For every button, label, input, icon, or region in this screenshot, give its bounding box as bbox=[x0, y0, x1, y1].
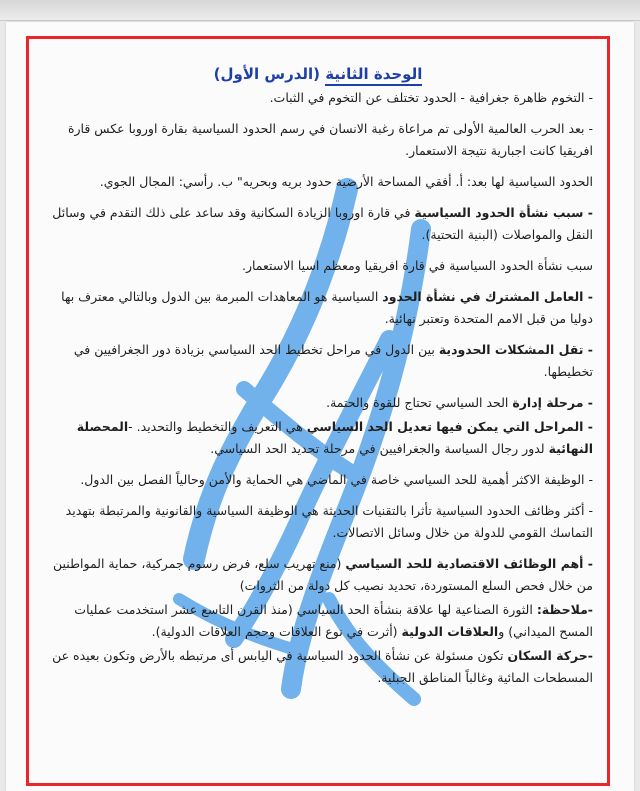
paragraph-14: -حركة السكان تكون مسئولة عن نشأة الحدود السياسية في اليابس أى مرتبطه بالأرض وتكون بعيده عن المسطحات المائية وغالباً المناطق الجبلية. bbox=[52, 648, 593, 685]
paragraph-3: الحدود السياسية لها بعد: أ. أفقي المساحة الأرضية حدود بريه وبحريه" ب. رأسي: المجال الجوي. bbox=[99, 174, 593, 189]
paragraph-1: - التخوم ظاهرة جغرافية - الحدود تختلف عن التخوم في الثبات. bbox=[269, 90, 593, 105]
lesson-title bbox=[43, 63, 593, 85]
paragraph-6: - العامل المشترك في نشأة الحدود السياسية هو المعاهدات المبرمة بين الدول وبالتالي معترف بها دوليا من قبل الامم المتحدة وتعتبر نهائية. bbox=[61, 289, 593, 326]
paragraph-5: سبب نشأة الحدود السياسية في قارة افريقيا ومعظم اسيا الاستعمار. bbox=[241, 258, 593, 273]
paragraph-2: - بعد الحرب العالمية الأولى تم مراعاة رغبة الانسان في رسم الحدود السياسية بقارة اوروبا عكس قارة افريقيا كانت اجبارية نتيجة الاستعمار. bbox=[67, 121, 593, 158]
document-frame bbox=[26, 36, 610, 786]
paragraph-8: - مرحلة إدارة الحد السياسي تحتاج للقوة والحتمة. bbox=[326, 395, 593, 410]
paragraph-13: -ملاحظة: الثورة الصناعية لها علاقة بنشأة الحد السياسي (منذ القرن التاسع عشر استخدمت عمليات المسح الميداني) والعلاقات الدولية (أثرت في نوع العلاقات وحجم العلاقات الدولية). bbox=[74, 602, 593, 639]
paragraph-11: - أكثر وظائف الحدود السياسية تأثرا بالتقنيات الحديثة هي الوظيفة السياسية والقانونية والمرتبطة بتهديد التماسك القومي للدولة من خلال وسائل الاتصالات. bbox=[65, 503, 593, 540]
paragraph-7: - تقل المشكلات الحدودية بين الدول في مراحل تخطيط الحد السياسي بزيادة دور الجغرافيين في تخطيطها. bbox=[73, 342, 593, 379]
paragraph-12: - أهم الوظائف الاقتصادية للحد السياسي (منع تهريب سلع، فرض رسوم جمركية، حماية المواطنين من خلال فحص السلع المستوردة، تحديد نصيب كل دولة من الثروات) bbox=[53, 556, 593, 593]
top-strip bbox=[0, 0, 640, 21]
paragraph-10: - الوظيفة الاكثر أهمية للحد السياسي خاصة في الماضي هي الحماية والأمن وحالياً الفصل بين الدول. bbox=[80, 472, 593, 487]
document-content bbox=[29, 39, 607, 689]
paragraph-9: - المراحل التي يمكن فيها تعديل الحد السياسي هي التعريف والتخطيط والتحديد. -المحصلة النهائية لدور رجال السياسة والجغرافيين في مرحلة تحديد الحد السياسي. bbox=[76, 419, 593, 456]
lesson-title-main: الوحدة الثانية bbox=[325, 65, 422, 86]
paragraph-4: - سبب نشأة الحدود السياسية في قارة اوروبا الزيادة السكانية وقد ساعد على ذلك التقدم في وسائل النقل والمواصلات (البنية التحتية). bbox=[52, 205, 593, 242]
lesson-title-sub: (الدرس الأول) bbox=[213, 65, 320, 83]
